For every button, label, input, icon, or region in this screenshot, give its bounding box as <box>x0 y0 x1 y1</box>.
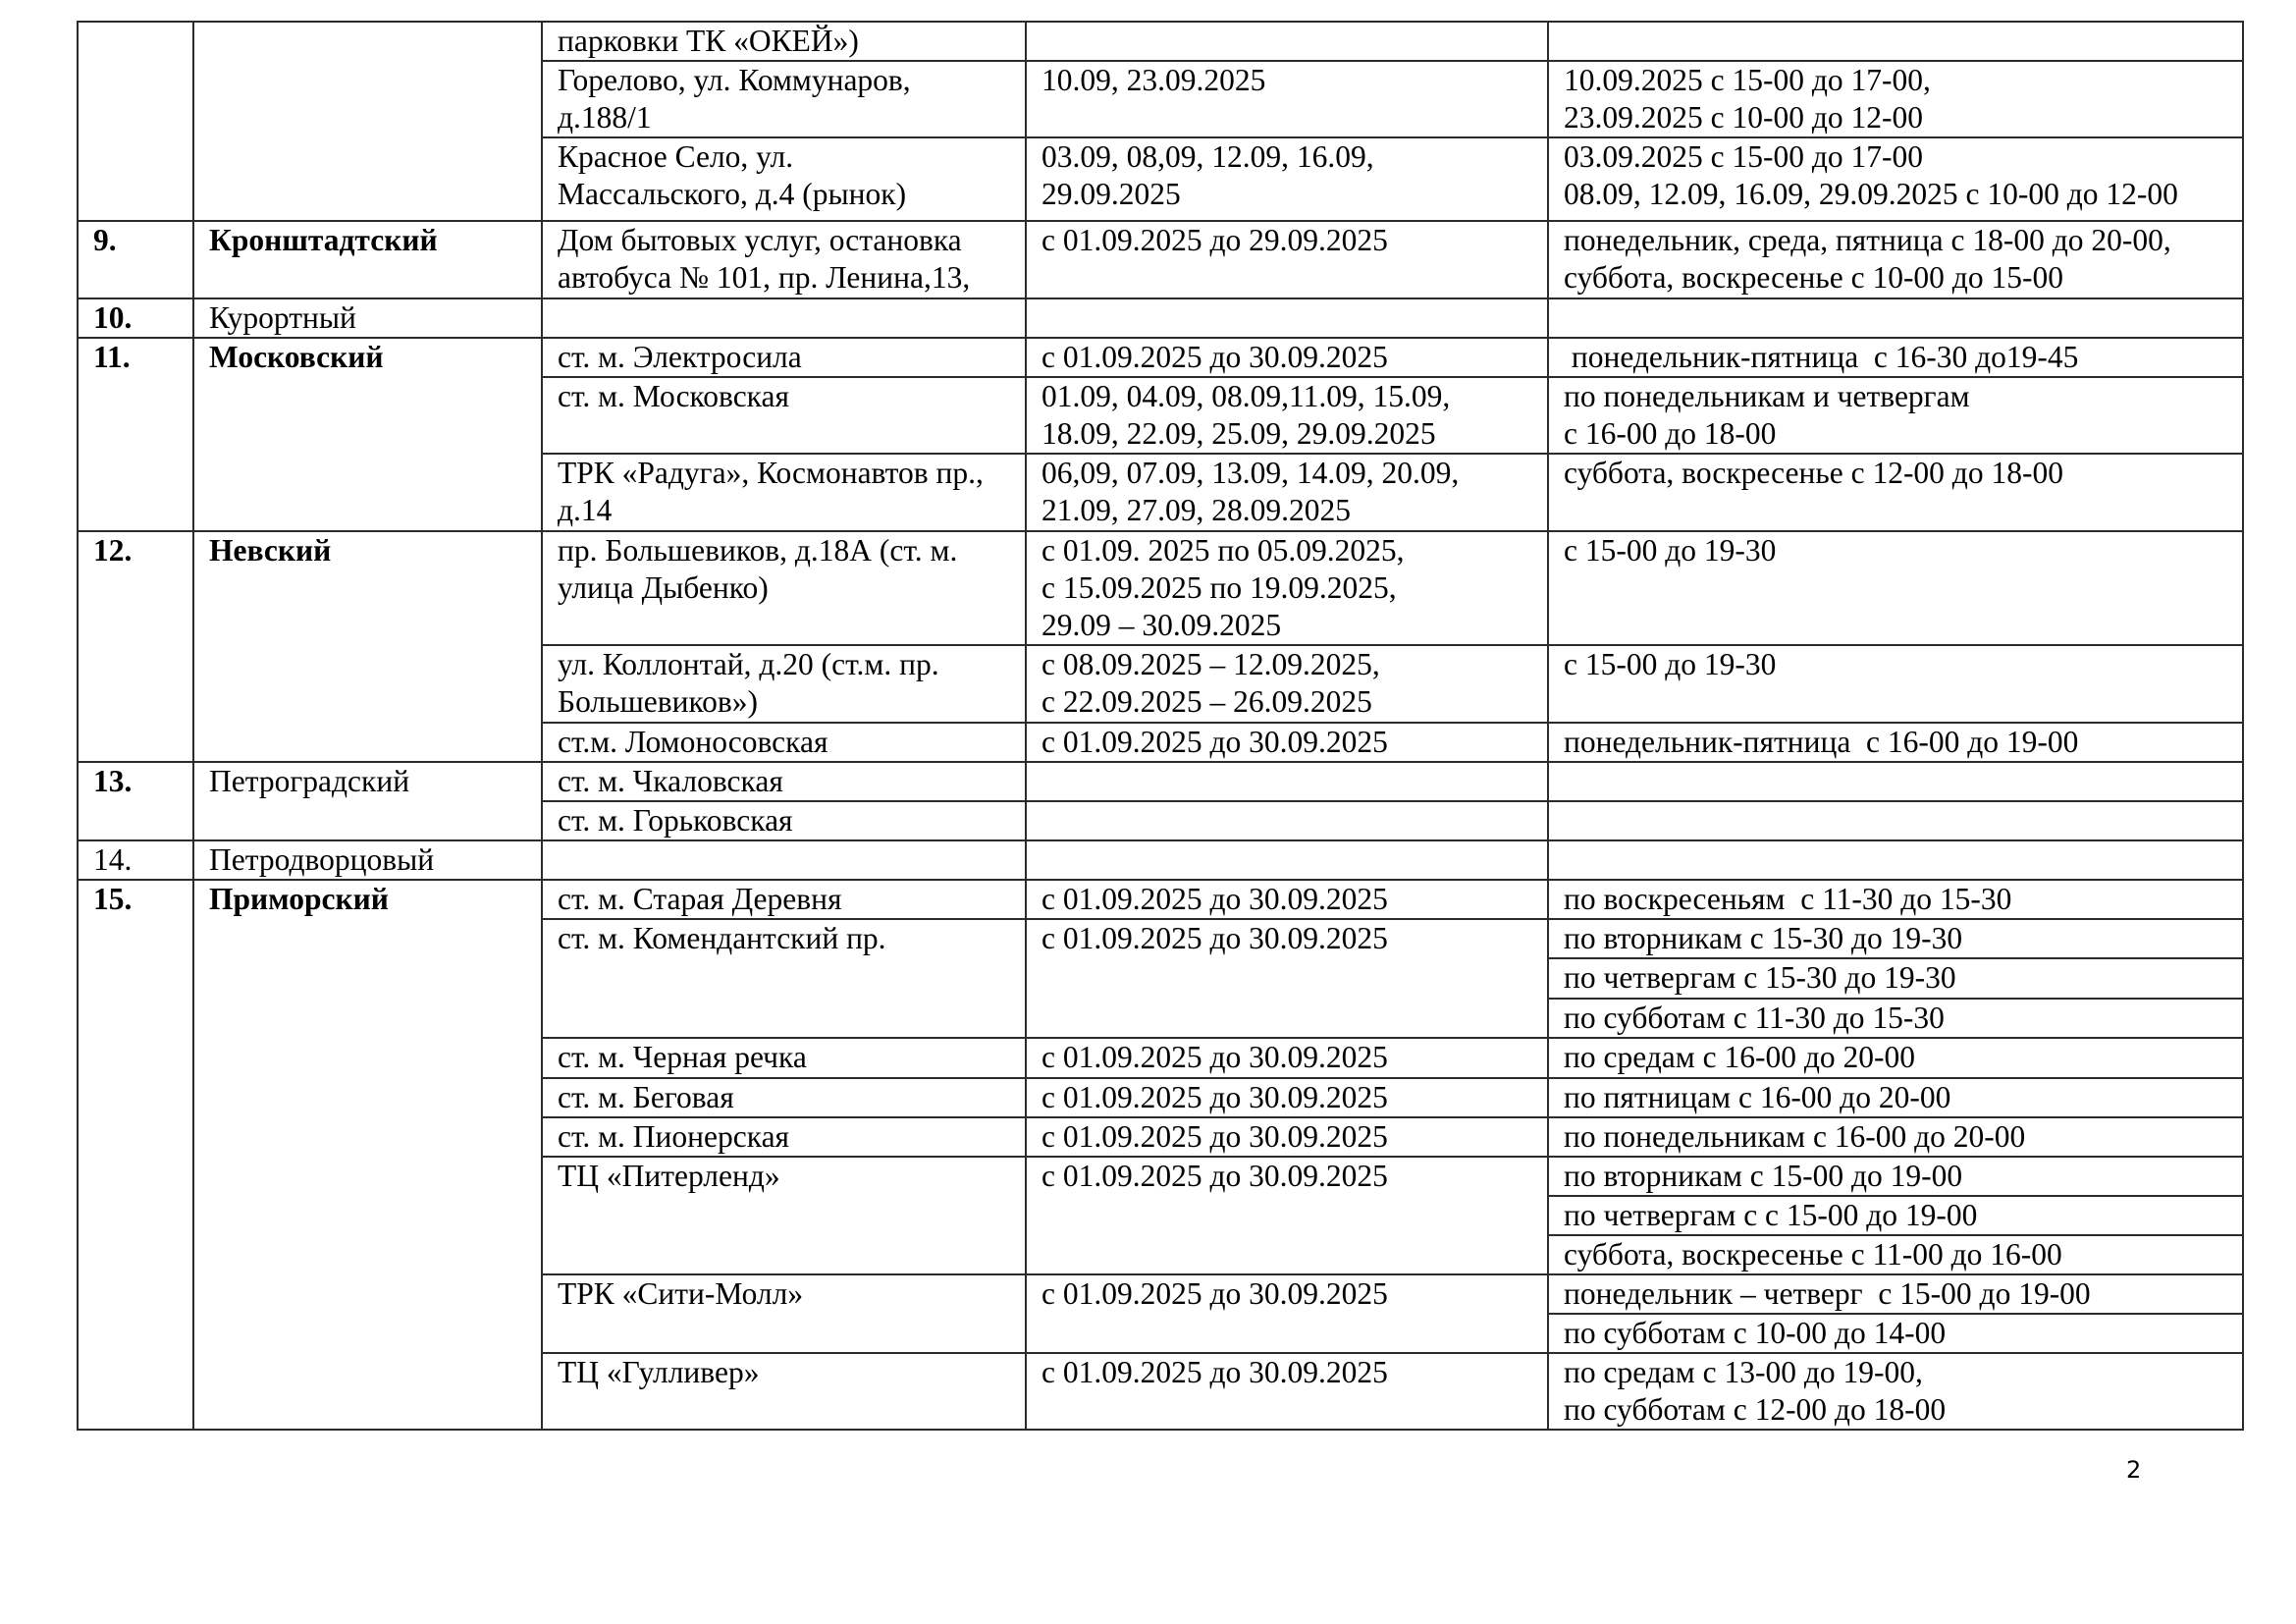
dates-cell <box>1026 840 1548 880</box>
dates-cell: 06,09, 07.09, 13.09, 14.09, 20.09, 21.09, 27.09, 28.09.2025 <box>1026 454 1548 531</box>
dates-cell: с 08.09.2025 – 12.09.2025, с 22.09.2025 – 26.09.2025 <box>1026 645 1548 723</box>
hours-cell: суббота, воскресенье с 12-00 до 18-00 <box>1548 454 2243 531</box>
district-name: Приморский <box>193 880 542 1430</box>
district-number: 10. <box>78 298 193 338</box>
address-cell: ул. Коллонтай, д.20 (ст.м. пр. Большевиков») <box>542 645 1026 723</box>
hours-cell: по четвергам с с 15-00 до 19-00 <box>1548 1196 2243 1235</box>
district-name: Московский <box>193 338 542 531</box>
hours-cell: 10.09.2025 с 15-00 до 17-00, 23.09.2025 с 10-00 до 12-00 <box>1548 61 2243 137</box>
hours-cell: по пятницам с 16-00 до 20-00 <box>1548 1078 2243 1117</box>
dates-cell: с 01.09.2025 до 30.09.2025 <box>1026 338 1548 377</box>
address-cell <box>542 840 1026 880</box>
dates-cell: 01.09, 04.09, 08.09,11.09, 15.09, 18.09, 22.09, 25.09, 29.09.2025 <box>1026 377 1548 454</box>
hours-cell: по понедельникам и четвергам с 16-00 до 18-00 <box>1548 377 2243 454</box>
dates-cell: с 01.09.2025 до 30.09.2025 <box>1026 1038 1548 1078</box>
address-cell: ст. м. Комендантский пр. <box>542 919 1026 1038</box>
address-cell: ст. м. Горьковская <box>542 801 1026 840</box>
address-cell: ст. м. Черная речка <box>542 1038 1026 1078</box>
hours-cell: по вторникам с 15-00 до 19-00 <box>1548 1157 2243 1196</box>
address-cell: ст. м. Электросила <box>542 338 1026 377</box>
hours-cell: по средам с 13-00 до 19-00, по субботам с 12-00 до 18-00 <box>1548 1353 2243 1430</box>
hours-cell: суббота, воскресенье с 11-00 до 16-00 <box>1548 1235 2243 1274</box>
hours-cell: по вторникам с 15-30 до 19-30 <box>1548 919 2243 958</box>
address-cell: ст. м. Беговая <box>542 1078 1026 1117</box>
address-cell: Дом бытовых услуг, остановка автобуса № 101, пр. Ленина,13, <box>542 221 1026 298</box>
dates-cell: с 01.09.2025 до 30.09.2025 <box>1026 1117 1548 1157</box>
district-name: Кронштадтский <box>193 221 542 298</box>
address-cell: ст. м. Московская <box>542 377 1026 454</box>
address-cell: ТРК «Радуга», Космонавтов пр., д.14 <box>542 454 1026 531</box>
hours-cell: понедельник – четверг с 15-00 до 19-00 <box>1548 1274 2243 1314</box>
dates-cell: с 01.09.2025 до 30.09.2025 <box>1026 1353 1548 1430</box>
dates-cell: 10.09, 23.09.2025 <box>1026 61 1548 137</box>
district-name: Петродворцовый <box>193 840 542 880</box>
address-cell: ТРК «Сити-Молл» <box>542 1274 1026 1353</box>
address-cell: ТЦ «Питерленд» <box>542 1157 1026 1274</box>
hours-cell: по четвергам с 15-30 до 19-30 <box>1548 958 2243 999</box>
hours-cell <box>1548 840 2243 880</box>
hours-cell: по воскресеньям с 11-30 до 15-30 <box>1548 880 2243 919</box>
district-number: 14. <box>78 840 193 880</box>
hours-cell <box>1548 298 2243 338</box>
hours-cell: по субботам с 10-00 до 14-00 <box>1548 1314 2243 1353</box>
table-row <box>78 298 2243 338</box>
address-cell: ст.м. Ломоносовская <box>542 723 1026 762</box>
dates-cell: с 01.09.2025 до 30.09.2025 <box>1026 919 1548 1038</box>
dates-cell: с 01.09.2025 до 30.09.2025 <box>1026 1157 1548 1274</box>
hours-cell <box>1548 22 2243 61</box>
dates-cell: с 01.09.2025 до 29.09.2025 <box>1026 221 1548 298</box>
address-cell: Красное Село, ул. Массальского, д.4 (рынок) <box>542 137 1026 221</box>
dates-cell <box>1026 801 1548 840</box>
address-cell: парковки ТК «ОКЕЙ») <box>542 22 1026 61</box>
hours-cell: с 15-00 до 19-30 <box>1548 645 2243 723</box>
dates-cell <box>1026 22 1548 61</box>
table-row <box>78 338 2243 377</box>
address-cell <box>542 298 1026 338</box>
dates-cell: с 01.09.2025 до 30.09.2025 <box>1026 1274 1548 1353</box>
hours-cell: по понедельникам с 16-00 до 20-00 <box>1548 1117 2243 1157</box>
district-number: 11. <box>78 338 193 531</box>
district-number: 9. <box>78 221 193 298</box>
table-row <box>78 880 2243 919</box>
dates-cell: с 01.09. 2025 по 05.09.2025, с 15.09.2025 по 19.09.2025, 29.09 – 30.09.2025 <box>1026 531 1548 645</box>
table-row <box>78 531 2243 645</box>
hours-cell: по средам с 16-00 до 20-00 <box>1548 1038 2243 1078</box>
hours-cell: понедельник-пятница с 16-00 до 19-00 <box>1548 723 2243 762</box>
district-name: Курортный <box>193 298 542 338</box>
dates-cell: с 01.09.2025 до 30.09.2025 <box>1026 1078 1548 1117</box>
district-name-cell <box>193 22 542 221</box>
district-name: Петроградский <box>193 762 542 840</box>
hours-cell: по субботам с 11-30 до 15-30 <box>1548 999 2243 1038</box>
hours-cell: 03.09.2025 с 15-00 до 17-00 08.09, 12.09, 16.09, 29.09.2025 с 10-00 до 12-00 <box>1548 137 2243 221</box>
table-row <box>78 22 2243 61</box>
hours-cell <box>1548 762 2243 801</box>
dates-cell: 03.09, 08,09, 12.09, 16.09, 29.09.2025 <box>1026 137 1548 221</box>
hours-cell <box>1548 801 2243 840</box>
dates-cell <box>1026 762 1548 801</box>
address-cell: пр. Большевиков, д.18А (ст. м. улица Дыбенко) <box>542 531 1026 645</box>
dates-cell: с 01.09.2025 до 30.09.2025 <box>1026 723 1548 762</box>
district-number: 12. <box>78 531 193 762</box>
district-number-cell <box>78 22 193 221</box>
hours-cell: понедельник-пятница с 16-30 до19-45 <box>1548 338 2243 377</box>
address-cell: ст. м. Старая Деревня <box>542 880 1026 919</box>
table-row <box>78 762 2243 801</box>
district-number: 13. <box>78 762 193 840</box>
address-cell: Горелово, ул. Коммунаров, д.188/1 <box>542 61 1026 137</box>
page-number: 2 <box>2126 1456 2142 1484</box>
address-cell: ст. м. Пионерская <box>542 1117 1026 1157</box>
schedule-table <box>77 21 2244 1431</box>
address-cell: ст. м. Чкаловская <box>542 762 1026 801</box>
hours-cell: понедельник, среда, пятница с 18-00 до 20-00, суббота, воскресенье с 10-00 до 15-00 <box>1548 221 2243 298</box>
table-row <box>78 840 2243 880</box>
address-cell: ТЦ «Гулливер» <box>542 1353 1026 1430</box>
dates-cell <box>1026 298 1548 338</box>
district-number: 15. <box>78 880 193 1430</box>
district-name: Невский <box>193 531 542 762</box>
dates-cell: с 01.09.2025 до 30.09.2025 <box>1026 880 1548 919</box>
table-row <box>78 221 2243 298</box>
hours-cell: с 15-00 до 19-30 <box>1548 531 2243 645</box>
